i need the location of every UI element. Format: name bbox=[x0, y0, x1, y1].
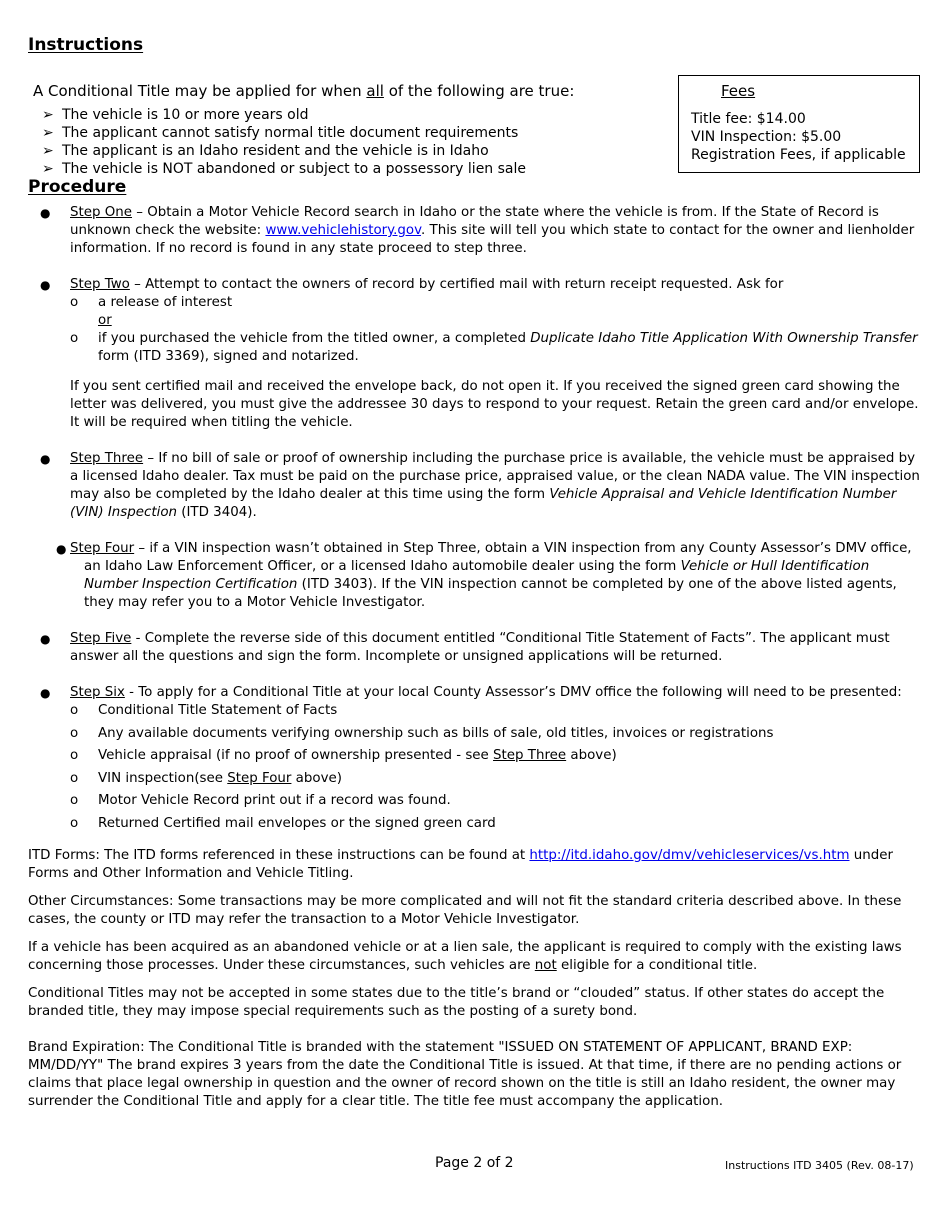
step-three: ● Step Three – If no bill of sale or proof of ownership including the purchase price is available, the vehicle must be appraised by a licensed Idaho dealer. Tax must be paid on the purchase price, appraised value, or the clean NADA value. The VIN inspection may also be completed by the Idaho dealer at this time using the form Vehicle Appraisal and Vehicle Identification Number (VIN) Inspection (ITD 3404). bbox=[40, 451, 920, 520]
required-item: o Any available documents verifying ownership such as bills of sale, old titles, invoices or registrations bbox=[70, 725, 774, 741]
page-number: Page 2 of 2 bbox=[435, 1155, 514, 1171]
fees-box bbox=[678, 75, 920, 173]
bullet-icon: ● bbox=[40, 686, 51, 700]
step-two-sublist bbox=[70, 294, 922, 366]
circle-bullet-icon: o bbox=[70, 295, 79, 310]
other-circumstances-paragraph: Other Circumstances: Some transactions may be more complicated and will not fit the standard criteria described above. In these cases, the county or ITD may refer the transaction to a Motor Vehicle Investigator. bbox=[28, 893, 902, 927]
circle-bullet-icon: o bbox=[70, 703, 79, 718]
procedure-steps bbox=[28, 204, 922, 833]
sub-item: o a release of interest bbox=[70, 295, 233, 310]
abandoned-vehicle-paragraph: If a vehicle has been acquired as an abandoned vehicle or at a lien sale, the applicant is required to comply with the existing laws concerning those processes. Under these circumstances, such vehicles are not eligible for a conditional title. bbox=[28, 939, 902, 973]
required-item: o Conditional Title Statement of Facts bbox=[70, 703, 338, 718]
vehiclehistory-link[interactable]: www.vehiclehistory.gov bbox=[265, 223, 422, 238]
required-item: o Motor Vehicle Record print out if a record was found. bbox=[70, 793, 451, 808]
arrow-bullet-icon: ➢ bbox=[42, 161, 54, 177]
form-identifier: Instructions ITD 3405 (Rev. 08-17) bbox=[725, 1159, 914, 1172]
instructions-heading: Instructions bbox=[28, 35, 144, 55]
circle-bullet-icon: o bbox=[70, 815, 79, 831]
bullet-icon: ● bbox=[40, 452, 51, 466]
fees-lines bbox=[691, 110, 906, 164]
or-text: or bbox=[98, 313, 112, 328]
required-item: o Returned Certified mail envelopes or the signed green card bbox=[70, 815, 496, 831]
step-one: ● Step One – Obtain a Motor Vehicle Record search in Idaho or the state where the vehicle is from. If the State of Record is unknown check the website: www.vehiclehistory.gov. This site will tell you which state to contact for the owner and lienholder information. If no record is found in any state proceed to step three. bbox=[40, 205, 915, 256]
itd-forms-link[interactable]: http://itd.idaho.gov/dmv/vehicleservices/vs.htm bbox=[529, 847, 850, 863]
bullet-icon: ● bbox=[56, 542, 67, 556]
circle-bullet-icon: o bbox=[70, 770, 79, 786]
circle-bullet-icon: o bbox=[70, 748, 79, 763]
sub-item: o if you purchased the vehicle from the titled owner, a completed Duplicate Idaho Title Application With Ownership Transfer form (ITD 3369), signed and notarized. bbox=[70, 331, 918, 364]
fee-line: Title fee: $14.00 bbox=[691, 111, 806, 127]
fee-line: Registration Fees, if applicable bbox=[691, 147, 906, 163]
required-item: o Vehicle appraisal (if no proof of ownership presented - see Step Three above) bbox=[70, 748, 617, 763]
intro-text: A Conditional Title may be applied for when all of the following are true: bbox=[33, 82, 575, 100]
circle-bullet-icon: o bbox=[70, 331, 79, 346]
step-two: ● Step Two – Attempt to contact the owners of record by certified mail with return receipt requested. Ask for o a release of interest or o if you purchased the vehicle from the titled owner, a completed Duplicate Idaho Title Application With Ownership Transfer form (ITD 3369), signed and notarized. If you sent certified mail and received the envelope back, do not open it. If you received the signed green card showing the letter was delivered, you must give the addressee 30 days to respond to your request. Retain the green card and/or envelope. It will be required when titling the vehicle. bbox=[28, 276, 922, 432]
condition-item: ➢ The applicant is an Idaho resident and the vehicle is in Idaho bbox=[42, 143, 489, 159]
conditions-list bbox=[42, 106, 526, 178]
condition-item: ➢ The vehicle is NOT abandoned or subject to a possessory lien sale bbox=[42, 161, 527, 177]
fees-title: Fees bbox=[721, 82, 756, 100]
condition-item: ➢ The vehicle is 10 or more years old bbox=[42, 107, 309, 123]
other-states-paragraph: Conditional Titles may not be accepted in some states due to the title’s brand or “clouded” status. If other states do accept the branded title, they may impose special requirements such as the posting of a surety bond. bbox=[28, 985, 885, 1019]
arrow-bullet-icon: ➢ bbox=[42, 143, 54, 159]
certified-mail-note: If you sent certified mail and received the envelope back, do not open it. If you received the signed green card showing the letter was delivered, you must give the addressee 30 days to respond to your request. Retain the green card and/or envelope. It will be required when titling the vehicle. bbox=[70, 379, 919, 430]
step-four: ● Step Four – if a VIN inspection wasn’t obtained in Step Three, obtain a VIN inspection from any County Assessor’s DMV office, an Idaho Law Enforcement Officer, or a licensed Idaho automobile dealer using the form Vehicle or Hull Identification Number Inspection Certification (ITD 3403). If the VIN inspection cannot be completed by one of the above listed agents, they may refer you to a Motor Vehicle Investigator. bbox=[56, 541, 912, 610]
condition-item: ➢ The applicant cannot satisfy normal title document requirements bbox=[42, 125, 519, 141]
arrow-bullet-icon: ➢ bbox=[42, 107, 54, 123]
arrow-bullet-icon: ➢ bbox=[42, 125, 54, 141]
required-item: o VIN inspection(see Step Four above) bbox=[70, 770, 342, 786]
circle-bullet-icon: o bbox=[70, 793, 79, 808]
required-documents-list bbox=[70, 702, 922, 833]
bullet-icon: ● bbox=[40, 278, 51, 292]
document-page bbox=[28, 36, 922, 1111]
itd-forms-paragraph: ITD Forms: The ITD forms referenced in these instructions can be found at http://itd.idaho.gov/dmv/vehicleservices/vs.htm under Forms and Other Information and Vehicle Titling. bbox=[28, 847, 893, 881]
circle-bullet-icon: o bbox=[70, 725, 79, 741]
fee-line: VIN Inspection: $5.00 bbox=[691, 129, 842, 145]
intro-section bbox=[28, 72, 922, 176]
step-six: ● Step Six - To apply for a Conditional Title at your local County Assessor’s DMV office the following will need to be presented: o Conditional Title Statement of Facts o Any available documents verifying ownership such as bills of sale, old titles, invoices or registrations o Vehicle appraisal (if no proof of ownership presented - see Step Three above) o VIN inspection(see Step Four above) o Motor Vehicle Record print out if a record was found. o Returned Certified mail envelopes or the signed green card bbox=[28, 684, 922, 833]
brand-expiration-paragraph: Brand Expiration: The Conditional Title is branded with the statement "ISSUED ON STATEMENT OF APPLICANT, BRAND EXP: MM/DD/YY" The brand expires 3 years from the date the Conditional Title is issued. At that time, if there are no pending actions or claims that place legal ownership in question and the owner of record shown on the title is still an Idaho resident, the owner may surrender the Conditional Title and apply for a clear title. The title fee must accompany the application. bbox=[28, 1039, 902, 1109]
bullet-icon: ● bbox=[40, 206, 51, 220]
procedure-heading: Procedure bbox=[28, 177, 127, 197]
step-five: ● Step Five - Complete the reverse side of this document entitled “Conditional Title Statement of Facts”. The applicant must answer all the questions and sign the form. Incomplete or unsigned applications will be returned. bbox=[40, 631, 890, 664]
bullet-icon: ● bbox=[40, 632, 51, 646]
